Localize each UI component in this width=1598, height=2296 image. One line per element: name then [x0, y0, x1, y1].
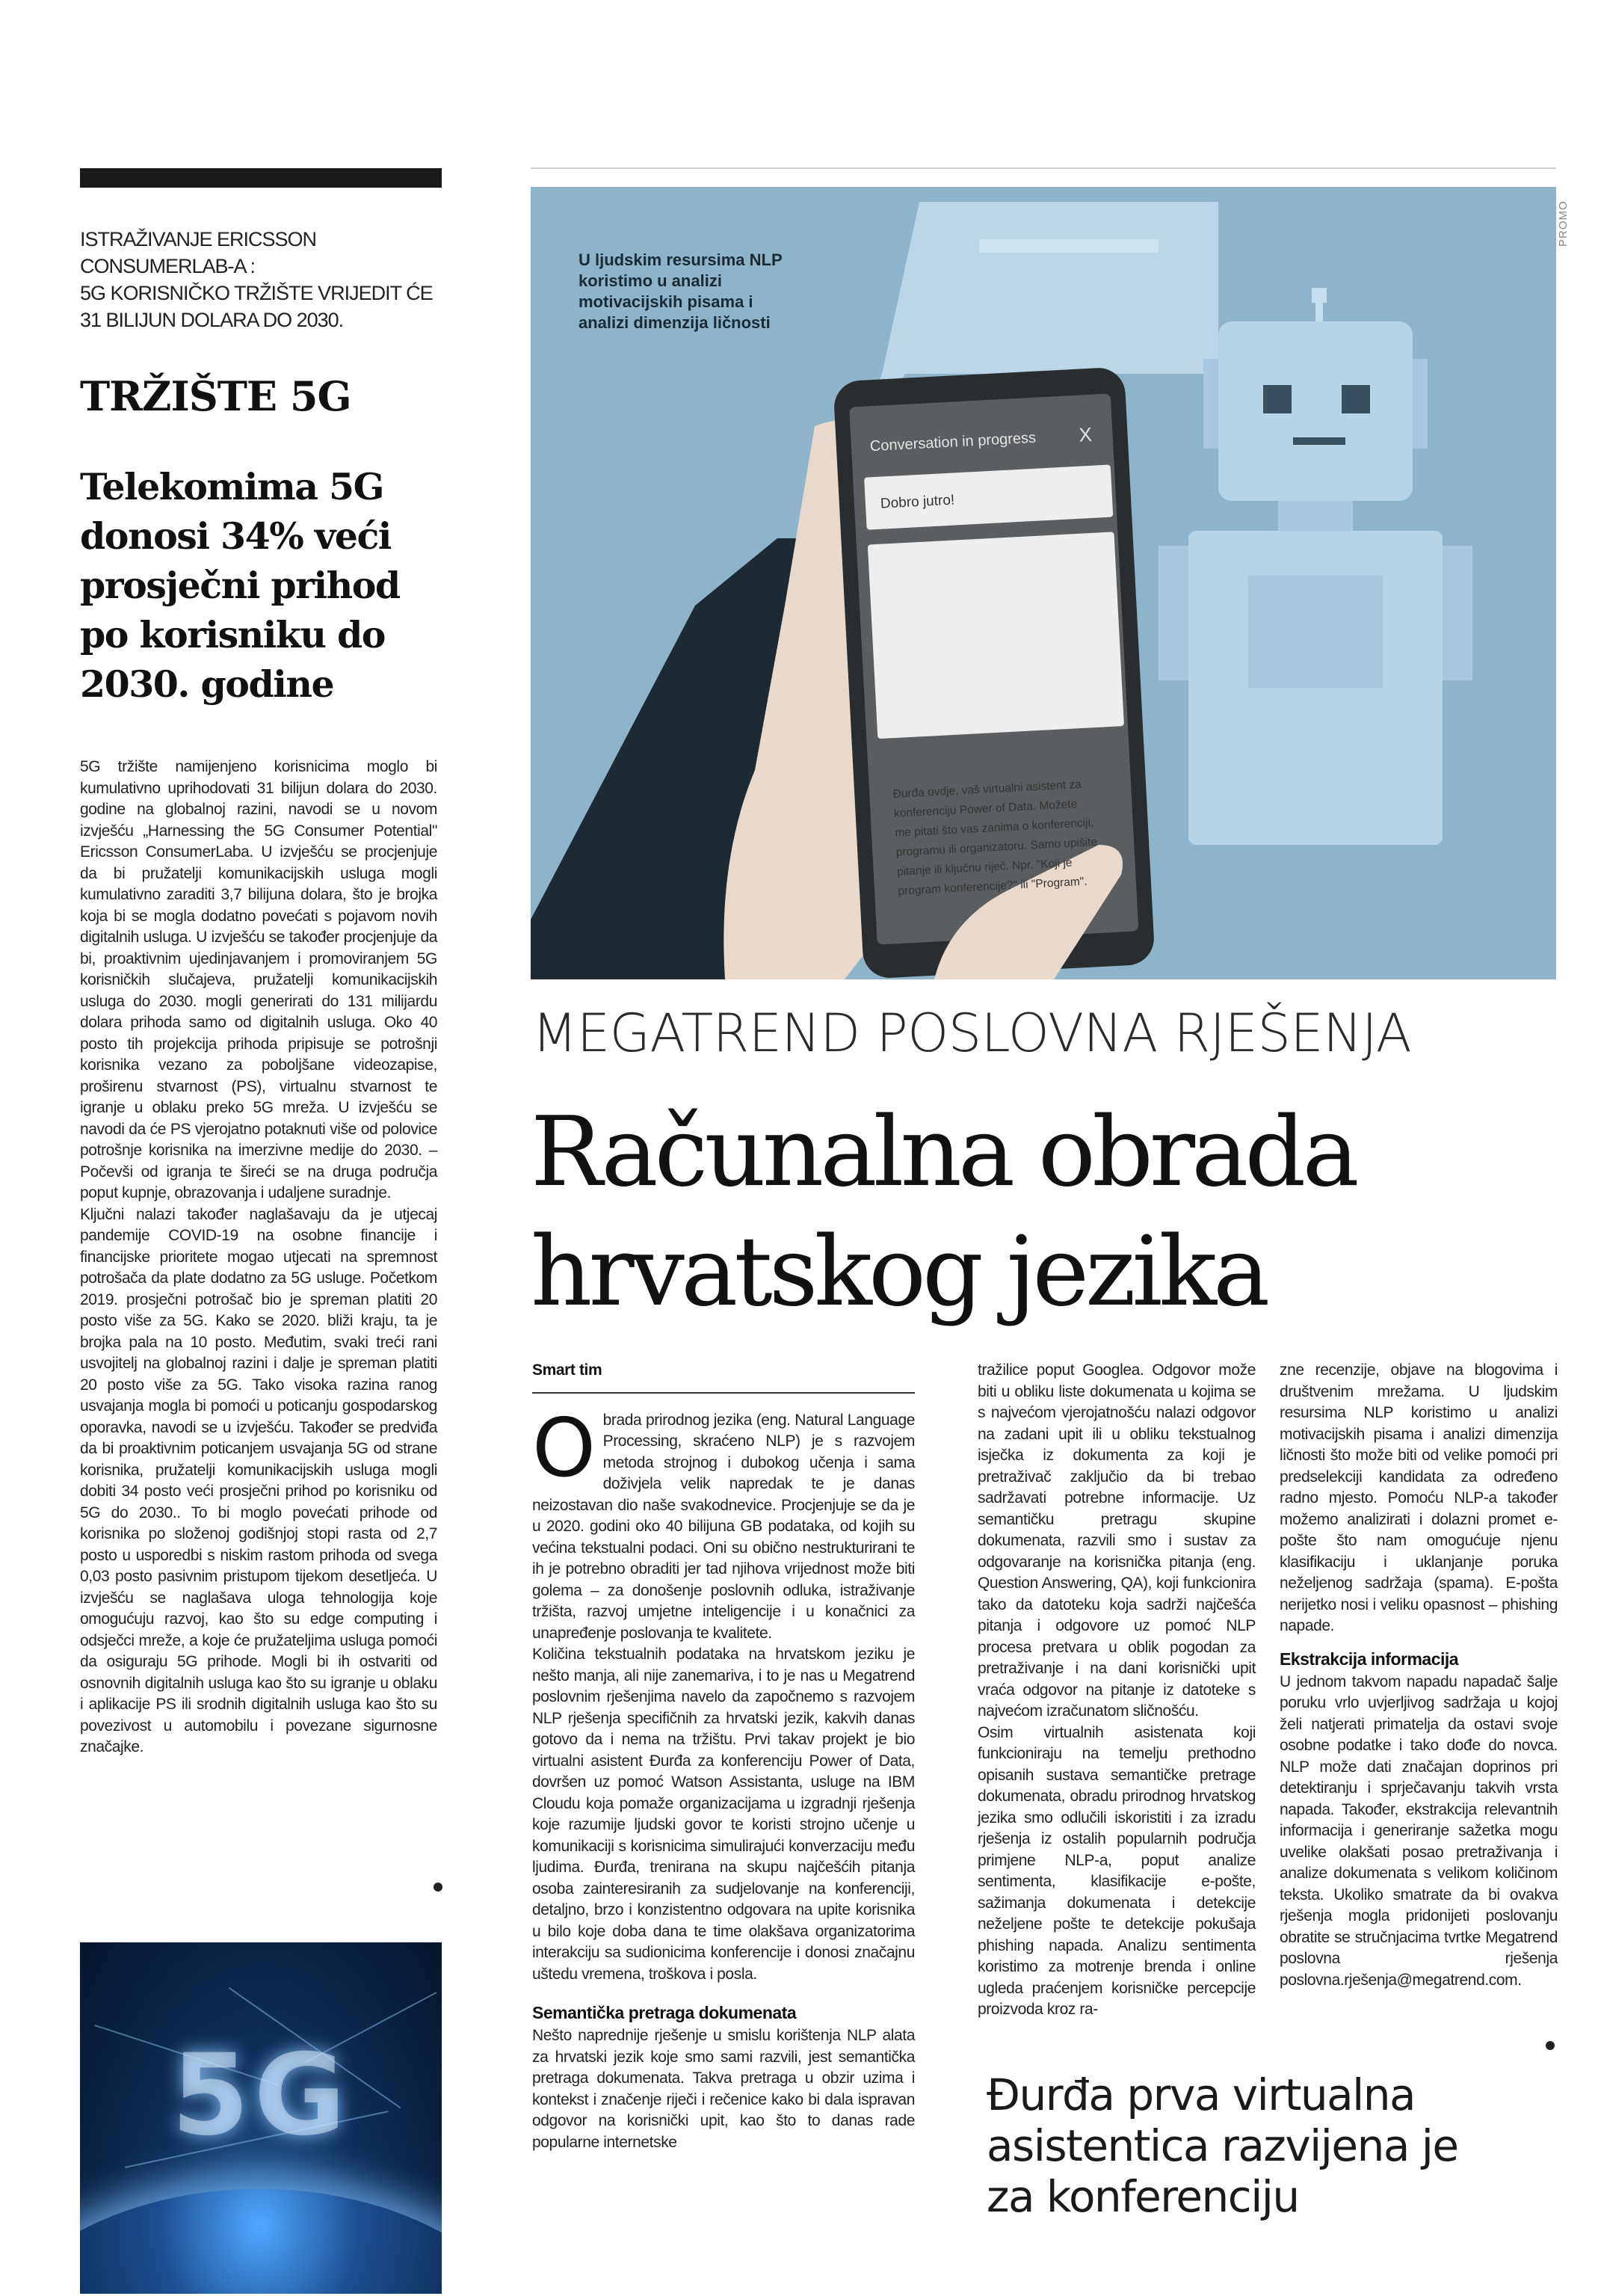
sidebar-headline-line: prosječni prihod: [80, 564, 400, 607]
sidebar-end-mark: [434, 1883, 442, 1892]
sidebar-headline-line: donosi 34% veći: [80, 514, 391, 558]
sidebar-section-title: TRŽIŠTE 5G: [80, 372, 351, 420]
article-top-rule: [531, 167, 1556, 169]
article-kicker: MEGATREND POSLOVNA RJEŠENJA: [532, 1003, 1412, 1064]
subheading-information-extraction: Ekstrakcija informacija: [1280, 1649, 1459, 1669]
dropcap: O: [532, 1401, 596, 1495]
headline-line: Računalna obrada: [531, 1097, 1356, 1208]
photo-5g-text: 5G: [171, 2031, 351, 2161]
article-paragraph: Osim virtualnih asistenata koji funkcioniraju na temelju prethodno opisanih sustava semantičke pretrage dokumenata, obradu prirodnog hrvatskog jezika smo odlučili iskoristiti i za izradu rješenja iz ostalih popularnih područja primjene NLP-a, poput analize sentimenta, klasifikacije e-pošte, sažimanja dokumenata i detekcije neželjene pošte te detekcije pokušaja phishing napada. Analizu sentimenta koristimo za motrenje brenda i online ugleda praćenjem korisničke percepcije proizvoda kroz ra-: [978, 1723, 1256, 2018]
paragraph-text: brada prirodnog jezika (eng. Natural Language Processing, skraćeno NLP) je s razvojem metoda strojnog i dubokog učenja i sama doživjela velik napredak te je danas neizostavan dio naše svakodnevice. Procjenjuje se da je u 2020. godini oko 40 bilijuna GB podataka, od kojih su većina tekstualni podaci. Oni su obično nestrukturirani te ih je potrebno obraditi jer tad njihova vrijednost može biti golema – za donošenje poslovnih odluka, istraživanje tržišta, razvoj umjetne inteligencije i u konačnici za unapređenje poslovanja te kvalitete.: [532, 1411, 915, 1642]
sidebar-headline: [80, 462, 446, 709]
sidebar-headline-line: Telekomima 5G: [80, 465, 383, 508]
phone-header-text: Conversation in progress: [869, 429, 1037, 455]
sidebar-top-rule: [80, 168, 442, 188]
sidebar-kicker-line: CONSUMERLAB-A :: [80, 255, 256, 277]
phone-user-message: Dobro jutro!: [880, 492, 955, 512]
headline-line: hrvatskog jezika: [531, 1216, 1267, 1328]
sidebar-paragraph: 5G tržište namijenjeno korisnicima moglo bi kumulativno uprihodovati 31 bilijun dolara do 2030. godine na globalnoj razini, navodi se u novom izvješću „Harnessing the 5G Consumer Potential" Ericsson ConsumerLaba. U izvješću se procjenjuje da bi pružatelji komunikacijskih usluga mogli kumulativno zaraditi 3,7 bilijuna dolara, što je brojka koja bi se mogla dodatno povećati s pojavom novih digitalnih usluga. U izvješću se također procjenjuje da bi, proaktivnim ujedinjavanjem i promoviranjem 5G korisničkih slučajeva, pružatelji komunikacijskih usluga do 2030. mogli generirati do 131 milijardu dolara prihoda samo od digitalnih usluga. Oko 40 posto tih projekcija prihoda pripisuje se potrošnji korisnika vezano za poboljšane videozapise, proširenu stvarnost (PS), virtualnu stvarnost te igranje u oblaku preko 5G mreža. U izvješću se navodi da će PS vjerojatno potaknuti više od polovice potrošnje korisnika na imerzivne medije do 2030. – Počevši od igranja te šireći se na druga područja poput kupnje, obrazovanja i udaljene suradnje.: [80, 758, 437, 1201]
pull-quote: [987, 2069, 1555, 2222]
sidebar-kicker-line: 31 BILIJUN DOLARA DO 2030.: [80, 309, 344, 331]
hero-caption: U ljudskim resursima NLP koristimo u analizi motivacijskih pisama i analizi dimenzija ličnosti: [579, 250, 783, 332]
sidebar-body: [80, 757, 437, 1758]
phone-bot-message: Đurđa ovdje, vaš virtualni asistent za konferenciju Power of Data. Možete me pitati što vas zanima o konferenciji, programu ili organizatoru. Samo upišite pitanje ili ključnu riječ. Npr. "Koji je program konferencije?" ili "Program".: [892, 778, 1098, 898]
earth-globe: [80, 2189, 442, 2294]
sidebar-headline-line: po korisniku do: [80, 613, 385, 656]
byline: Smart tim: [532, 1360, 915, 1394]
pull-quote-line: asistentica razvijena je: [987, 2120, 1458, 2171]
article-column-3: [1280, 1360, 1558, 1991]
promo-label: PROMO: [1557, 200, 1570, 247]
article-headline: [531, 1093, 1562, 1332]
article-paragraph: [532, 1401, 915, 1645]
sidebar-5g-photo: [80, 1942, 442, 2294]
sidebar-headline-line: 2030. godine: [80, 662, 334, 706]
pull-quote-line: za konferenciju: [987, 2171, 1299, 2222]
article-column-2: [978, 1360, 1256, 2021]
article-column-1: [532, 1360, 915, 2153]
article-paragraph: zne recenzije, objave na blogovima i društvenim mrežama. U ljudskim resursima NLP koristimo u analizi motivacijskih pisama i analizi dimenzija ličnosti što može biti od velike pomoći pri predselekciji kandidata za određeno radno mjesto. Pomoću NLP-a također možemo analizirati i dolazni promet e-pošte što nam omogućuje njenu klasifikaciju i uklanjanje poruka neželjenog sadržaja (spama). E-pošta nerijetko nosi i veliku opasnost – phishing napade.: [1280, 1361, 1558, 1634]
hero-illustration: [531, 187, 1556, 979]
robot-icon: [1159, 288, 1472, 845]
article-paragraph: U jednom takvom napadu napadač šalje poruku vrlo uvjerljivog sadržaja u kojoj želi natjerati primatelja da ostavi svoje osobne podatke i tako dođe do novca. NLP može dati značajan doprinos pri detektiranju i sprječavanju takvih vrsta napada. Također, ekstrakcija relevantnih informacija i generiranje sažetka mogu uvelike olakšati posao pretraživanja i analize dokumenata s velikom količinom teksta. Ukoliko smatrate da bi ovakva rješenja mogla pridonijeti poslovanju obratite se stručnjacima tvrtke Megatrend poslovna rješenja poslovna.rješenja@megatrend.com.: [1280, 1672, 1558, 1989]
phone-bot-bubble: [868, 532, 1124, 739]
sidebar-kicker-line: ISTRAŽIVANJE ERICSSON: [80, 228, 317, 250]
subheading-semantic-search: Semantička pretraga dokumenata: [532, 2003, 797, 2022]
article-end-mark: [1546, 2041, 1555, 2050]
article-paragraph: Nešto naprednije rješenje u smislu korištenja NLP alata za hrvatski jezik koje smo sami razvili, jest semantička pretraga dokumenata. Takva pretraga u obzir uzima i kontekst i značenje riječi i rečenice kako bi dala ispravan odgovor na korisnički upit, kao što to danas rade popularne internetske: [532, 2027, 915, 2151]
article-paragraph: Količina tekstualnih podataka na hrvatskom jeziku je nešto manja, ali nije zanemariva, i to je nas u Megatrend poslovnim rješenjima navelo da započnemo s razvojem NLP rješenja specifičnih za hrvatski jezik, kakvih danas gotovo da i nema na tržištu. Prvi takav projekt je bio virtualni asistent Đurđa za konferenciju Power of Data, dovršen uz pomoć Watson Assistanta, usluge na IBM Cloudu koja pomaže organizacijama u izgradnji rješenja koje razumije ljudski govor te koristi strojno učenje u komunikaciji s korisnicima simulirajući konverzaciju među ljudima. Đurđa, trenirana na skupu najčešćih pitanja osoba zainteresiranih za sudjelovanje na konferenciji, detaljno, brzo i konzistentno odgovara na upite korisnika u bilo koje doba dana te time olakšava organizatorima interakciju sa sudionicima konferencije i donosi značajnu uštedu vremena, troškova i posla.: [532, 1646, 915, 1983]
article-paragraph: tražilice poput Googlea. Odgovor može biti u obliku liste dokumenata u kojima se s najvećom vjerojatnošću nalazi odgovor na zadani upit ili u obliku tekstualnog isječka iz dokumenta za koji je pretraživač zaključio da bi trebao sadržavati potrebne informacije. Uz semantičku pretragu skupine dokumenata, razvili smo i sustav za odgovaranje na korisnička pitanja (eng. Question Answering, QA), koji funkcionira tako da datoteku koja sadrži najčešća pitanja i odgovore uz pomoć NLP procesa pretvara u oblik pogodan za pretraživanje i na dani korisnički upit vraća odgovor na pitanje iz datoteke s najvećom izračunatom sličnošću.: [978, 1361, 1256, 1720]
sidebar-kicker: [80, 226, 446, 333]
sidebar-kicker-line: 5G KORISNIČKO TRŽIŠTE VRIJEDIT ĆE: [80, 282, 433, 304]
pull-quote-line: Đurđa prva virtualna: [987, 2069, 1416, 2120]
sidebar-paragraph: Ključni nalazi također naglašavaju da je utjecaj pandemije COVID-19 na osobne financije i financijske prioritete mogao utjecati na spremnost potrošača da plate dodatno za 5G usluge. Početkom 2019. prosječni potrošač bio je spreman platiti 20 posto više za 5G. Kako se 2020. bliži kraju, ta je brojka pala na 10 posto. Međutim, svaki treći rani usvojitelj na globalnoj razini i dalje je spreman platiti 20 posto više za 5G. Tako visoka razina ranog usvajanja mogla bi pomoći u poticanju gospodarskog oporavka, navodi se u izvješću. Također se predviđa da bi proaktivnim poticanjem usvajanja 5G od strane korisnika, pružatelji komunikacijskih usluga mogli dobiti 34 posto veći prosječni prihod po korisniku od 5G do 2030.. To bi moglo povećati prihode od korisnika po složenoj godišnjoj stopi rasta od 2,7 posto u usporedbi s niskim rastom prihoda od svega 0,03 posto pasivnim pristupom tijekom desetljeća. U izvješću se naglašava uloga tehnologija koje omogućuju razvoj, kao što su edge computing i odsječci mreže, a koje će pružateljima usluga pomoći da osiguraju 5G prihode. Mogli bi ih ostvariti od osnovnih digitalnih usluga kao što su igranje u oblaku i aplikacije PS ili srodnih digitalnih usluga kao što su povezivost u automobilu i povezane sigurnosne značajke.: [80, 1205, 437, 1755]
close-icon: X: [1078, 422, 1093, 446]
